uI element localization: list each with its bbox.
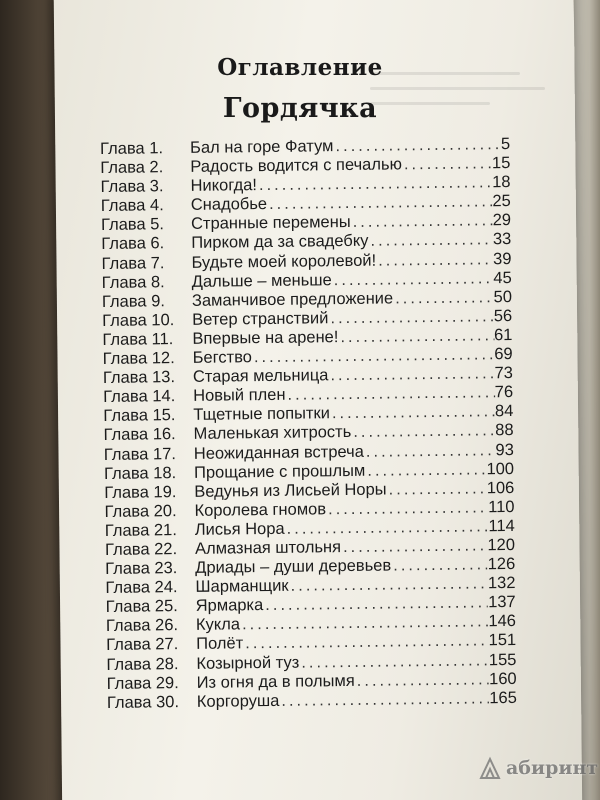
chapter-title: Снадобье bbox=[190, 195, 268, 215]
chapter-page-number: 100 bbox=[486, 459, 515, 478]
chapter-page-number: 160 bbox=[488, 669, 517, 688]
chapter-title: Старая мельница bbox=[192, 366, 329, 387]
chapter-number: Глава 15. bbox=[103, 406, 176, 426]
chapter-title: Заманчивое предложение bbox=[191, 289, 394, 310]
chapter-title: Ярмарка bbox=[195, 596, 264, 616]
chapter-page-number: 56 bbox=[493, 306, 513, 326]
chapter-page-number: 15 bbox=[491, 154, 511, 173]
dot-leader bbox=[299, 651, 489, 672]
chapter-title: Дриады – души деревьев bbox=[195, 556, 392, 577]
chapter-number: Глава 3. bbox=[100, 177, 164, 197]
dot-leader bbox=[391, 555, 488, 575]
chapter-number: Глава 11. bbox=[102, 330, 174, 349]
chapter-page-number: 155 bbox=[488, 650, 517, 669]
chapter-title: Впервые на арене! bbox=[192, 328, 339, 348]
chapter-title: Прощание с прошлым bbox=[193, 461, 366, 482]
chapter-number: Глава 23. bbox=[105, 559, 178, 579]
chapter-title: Алмазная штольня bbox=[194, 538, 342, 558]
chapter-page-number: 39 bbox=[493, 249, 512, 268]
chapter-number: Глава 16. bbox=[103, 425, 176, 445]
labirint-logo-icon bbox=[478, 756, 502, 780]
dot-leader bbox=[376, 250, 493, 271]
chapter-number: Глава 7. bbox=[101, 253, 165, 273]
dot-leader bbox=[402, 154, 492, 174]
chapter-title: Ветер странствий bbox=[192, 309, 329, 329]
chapter-title: Никогда! bbox=[190, 176, 258, 196]
table-of-contents bbox=[100, 135, 517, 713]
chapter-title: Неожиданная встреча bbox=[193, 442, 364, 463]
dot-leader bbox=[351, 422, 495, 443]
chapter-page-number: 132 bbox=[487, 574, 516, 593]
chapter-number: Глава 6. bbox=[101, 234, 165, 254]
dot-leader bbox=[332, 269, 494, 290]
dot-leader bbox=[279, 689, 489, 711]
chapter-title: Дальше – меньше bbox=[191, 270, 332, 291]
chapter-number: Глава 29. bbox=[106, 673, 179, 693]
chapter-title: Бегство bbox=[192, 348, 253, 367]
chapter-number: Глава 21. bbox=[104, 520, 177, 540]
chapter-number: Глава 22. bbox=[104, 540, 178, 559]
dot-leader bbox=[288, 574, 488, 596]
chapter-page-number: 33 bbox=[492, 230, 512, 249]
chapter-page-number: 61 bbox=[493, 325, 513, 345]
chapter-page-number: 165 bbox=[489, 688, 517, 708]
watermark-text: абиринт bbox=[506, 757, 599, 779]
dot-leader bbox=[365, 460, 486, 481]
chapter-title: Кукла bbox=[195, 615, 241, 635]
chapter-title: Лисья Нора bbox=[194, 519, 285, 539]
dot-leader bbox=[326, 498, 488, 519]
chapter-page-number: 137 bbox=[488, 593, 516, 612]
chapter-page-number: 110 bbox=[488, 497, 515, 517]
dot-leader bbox=[355, 670, 490, 691]
dot-leader bbox=[328, 364, 494, 385]
dot-leader bbox=[341, 536, 488, 557]
chapter-number: Глава 13. bbox=[102, 368, 176, 388]
dot-leader bbox=[386, 479, 486, 499]
chapter-title: Маленькая хитрость bbox=[193, 423, 352, 444]
chapter-title: Тщетные попытки bbox=[193, 404, 331, 425]
chapter-page-number: 120 bbox=[487, 535, 516, 555]
chapter-number: Глава 10. bbox=[102, 310, 175, 330]
chapter-page-number: 84 bbox=[494, 402, 514, 421]
dot-leader bbox=[285, 517, 489, 539]
chapter-number: Глава 12. bbox=[102, 349, 175, 369]
toc-heading: Оглавление bbox=[217, 54, 383, 81]
chapter-number: Глава 26. bbox=[105, 616, 179, 636]
chapter-title: Радость водится с печалью bbox=[190, 155, 403, 176]
chapter-number: Глава 1. bbox=[100, 139, 164, 158]
dot-leader bbox=[368, 231, 493, 252]
chapter-page-number: 29 bbox=[492, 211, 512, 230]
chapter-number: Глава 14. bbox=[103, 387, 176, 407]
chapter-title: Полёт bbox=[196, 634, 244, 654]
chapter-page-number: 106 bbox=[486, 478, 515, 497]
chapter-page-number: 45 bbox=[493, 268, 512, 287]
chapter-page-number: 5 bbox=[500, 134, 511, 154]
chapter-number: Глава 20. bbox=[104, 501, 177, 521]
chapter-title: Новый плен bbox=[193, 385, 286, 406]
chapter-number: Глава 8. bbox=[101, 272, 165, 292]
chapter-page-number: 88 bbox=[495, 421, 514, 440]
chapter-title: Козырной туз bbox=[196, 653, 300, 673]
book-title: Гордячка bbox=[222, 93, 378, 124]
chapter-page-number: 69 bbox=[494, 345, 513, 364]
dot-leader bbox=[328, 307, 494, 328]
chapter-title: Коргоруша bbox=[196, 691, 280, 711]
chapter-number: Глава 19. bbox=[104, 482, 177, 502]
chapter-page-number: 18 bbox=[492, 173, 511, 192]
dot-leader bbox=[351, 212, 493, 233]
chapter-number: Глава 24. bbox=[105, 578, 178, 598]
chapter-number: Глава 2. bbox=[100, 158, 164, 178]
dot-leader bbox=[285, 383, 494, 405]
dot-leader bbox=[364, 441, 496, 462]
chapter-title: Ведунья из Лисьей Норы bbox=[194, 480, 387, 501]
dot-leader bbox=[393, 288, 494, 308]
chapter-page-number: 114 bbox=[488, 516, 515, 536]
chapter-page-number: 151 bbox=[488, 631, 517, 650]
chapter-page-number: 126 bbox=[487, 555, 516, 574]
chapter-page-number: 50 bbox=[493, 287, 513, 306]
chapter-number: Глава 17. bbox=[103, 444, 177, 464]
chapter-page-number: 25 bbox=[492, 192, 511, 211]
chapter-number: Глава 25. bbox=[105, 597, 178, 617]
chapter-page-number: 146 bbox=[488, 612, 517, 631]
chapter-page-number: 76 bbox=[494, 383, 514, 402]
chapter-number: Глава 5. bbox=[100, 215, 165, 235]
watermark bbox=[478, 756, 598, 780]
chapter-title: Бал на горе Фатум bbox=[189, 137, 334, 157]
chapter-title: Странные перемены bbox=[190, 213, 351, 234]
chapter-title: Шарманщик bbox=[195, 576, 289, 597]
chapter-number: Глава 9. bbox=[101, 291, 166, 311]
chapter-title: Будьте моей королевой! bbox=[191, 251, 377, 272]
chapter-page-number: 73 bbox=[494, 364, 513, 383]
dot-leader bbox=[338, 326, 494, 347]
dot-leader bbox=[333, 135, 501, 156]
chapter-title: Пирком да за свадебку bbox=[191, 232, 369, 253]
chapter-number: Глава 27. bbox=[106, 635, 179, 655]
chapter-number: Глава 4. bbox=[100, 196, 164, 216]
chapter-title: Из огня да в полымя bbox=[196, 671, 355, 692]
chapter-number: Глава 18. bbox=[103, 463, 177, 483]
chapter-number: Глава 30. bbox=[106, 692, 180, 712]
chapter-title: Королева гномов bbox=[194, 500, 327, 520]
dot-leader bbox=[330, 403, 495, 424]
chapter-page-number: 93 bbox=[495, 440, 514, 459]
chapter-number: Глава 28. bbox=[106, 654, 179, 674]
